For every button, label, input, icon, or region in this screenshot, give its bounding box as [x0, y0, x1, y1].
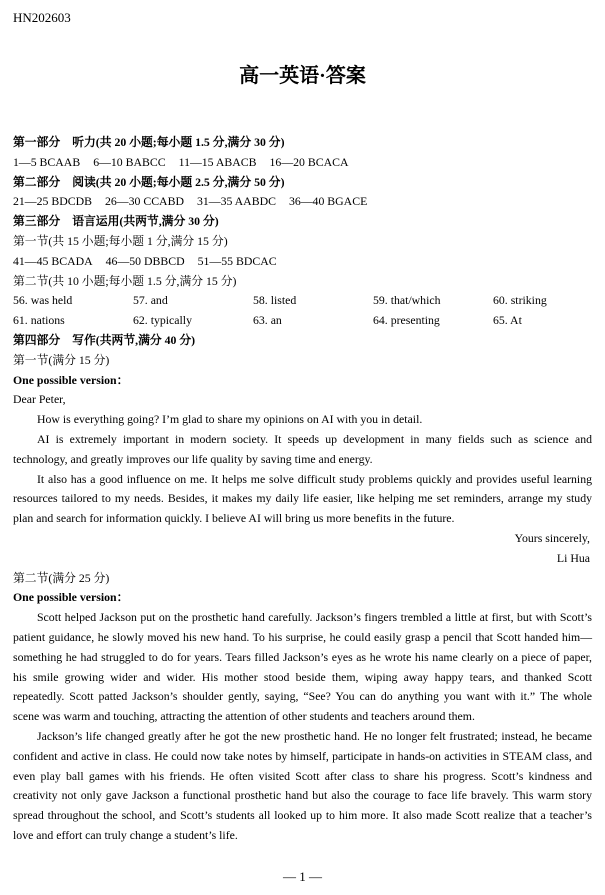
- document-code: HN202603: [13, 10, 71, 25]
- answer-group: 21—25 BDCDB: [13, 194, 92, 209]
- part-title: 听力(共 20 小题;每小题 1.5 分,满分 30 分): [72, 135, 285, 149]
- text-line: Jackson’s life changed greatly after he got the new prosthetic hand. He no longer felt frustrated; instead, he became: [37, 728, 592, 743]
- part4-heading: [13, 331, 592, 351]
- part-label: 第四部分: [13, 332, 61, 347]
- text-line: It also has a good influence on me. It helps me solve difficult study problems quickly and provides useful learning: [37, 471, 592, 486]
- answer-group: 16—20 BCACA: [269, 154, 349, 169]
- letter-paragraph: [13, 410, 592, 430]
- letter-signature: Li Hua: [556, 550, 590, 565]
- letter-salutation: Dear Peter,: [13, 392, 66, 407]
- text-line: Scott helped Jackson put on the prosthetic hand carefully. Jackson’s fingers trembled a little at first, but with Scott’s: [37, 610, 592, 625]
- answer-group: 41—45 BCADA: [13, 253, 93, 268]
- part1-heading: [13, 133, 592, 153]
- answer-item: 56. was held: [13, 293, 73, 308]
- answer-item: 58. listed: [253, 293, 297, 308]
- text-line: confident and active in class. He could now take notes by himself, participate in hands-on activities in STEAM class, and: [13, 748, 592, 763]
- story-paragraph: [13, 608, 592, 727]
- answer-item: 63. an: [253, 313, 282, 328]
- text-line: his smile growing wider and wider. His mother stood beside them, wiping away happy tears, and thanked Scott: [13, 669, 592, 684]
- part3-section1-answers: [13, 252, 592, 272]
- part3-heading: [13, 212, 592, 232]
- answer-group: 36—40 BGACE: [288, 194, 368, 209]
- text-line: resources tailored to my needs. Besides, it makes my daily life easier, like helping me set reminders, arrange my study: [13, 491, 592, 506]
- part3-section2-answers-row: [13, 291, 592, 311]
- answer-item: 62. typically: [133, 313, 192, 328]
- part2-answers: [13, 192, 592, 212]
- answer-group: 31—35 AABDC: [196, 194, 276, 209]
- part-title: 语言运用(共两节,满分 30 分): [72, 214, 219, 229]
- letter-closing: Yours sincerely,: [514, 530, 590, 545]
- version-label: One possible version：: [13, 372, 129, 387]
- version-label: One possible version：: [13, 590, 129, 605]
- part3-section1-title: 第一节(共 15 小题;每小题 1 分,满分 15 分): [13, 233, 228, 248]
- text-line: even play ball games with his friends. He often visited Scott after class to share his progress. Scott’s kindness and: [13, 768, 592, 783]
- answer-group: 46—50 DBBCD: [105, 253, 185, 268]
- part4-section1-title: 第一节(满分 15 分): [13, 352, 110, 367]
- letter-paragraph: [13, 470, 592, 529]
- part3-section2-answers-row: [13, 311, 592, 331]
- part-label: 第三部分: [13, 214, 61, 229]
- answer-item: 59. that/which: [373, 293, 441, 308]
- answer-item: 57. and: [133, 293, 168, 308]
- answer-group: 6—10 BABCC: [93, 154, 166, 169]
- text-line: AI is extremely important in modern society. It speeds up development in many fields such as science and: [37, 431, 592, 446]
- page-number: — 1 —: [283, 869, 322, 884]
- text-line: patient guidance, he slowly moved his new hand. To his surprise, he could easily grasp a pencil that Scott handed him—: [13, 629, 592, 644]
- answer-group: 26—30 CCABD: [104, 194, 184, 209]
- text-line: technology, and greatly improves our life quality by saving time and energy.: [13, 451, 373, 466]
- answer-item: 61. nations: [13, 313, 65, 328]
- text-line: plan and search for information quickly. I believe AI will bring us more benefits in the future.: [13, 511, 455, 526]
- answer-group: 51—55 BDCAC: [197, 253, 277, 268]
- part-label: 第一部分: [13, 135, 61, 149]
- text-line: something he had struggled to do for years. Tears filled Jackson’s eyes as he wrote his name clearly on a piece of paper,: [13, 649, 592, 664]
- part1-answers: [13, 153, 592, 173]
- text-line: scene was warm and touching, attracting the attention of other students and teachers around them.: [13, 709, 475, 724]
- part-title: 阅读(共 20 小题;每小题 2.5 分,满分 50 分): [72, 174, 285, 189]
- part3-section2-title: 第二节(共 10 小题;每小题 1.5 分,满分 15 分): [13, 273, 237, 288]
- text-line: How is everything going? I’m glad to share my opinions on AI with you in detail.: [37, 412, 423, 427]
- page-title: 高一英语·答案: [239, 65, 366, 87]
- answer-item: 60. striking: [493, 293, 547, 308]
- answer-group: 11—15 ABACB: [178, 154, 257, 169]
- answer-item: 64. presenting: [373, 313, 440, 328]
- answer-group: 1—5 BCAAB: [13, 154, 81, 169]
- letter-paragraph: [13, 430, 592, 470]
- part-title: 写作(共两节,满分 40 分): [72, 332, 196, 347]
- part2-heading: [13, 173, 592, 193]
- part-label: 第二部分: [13, 174, 61, 189]
- text-line: spread throughout the school, and Scott’s students all looked up to him more. It also made Scott realize that a teacher’s: [13, 808, 592, 823]
- answer-key-body: [13, 133, 592, 846]
- story-paragraph: [13, 727, 592, 846]
- text-line: love and effort can truly change a student’s life.: [13, 827, 238, 842]
- text-line: repeatedly. Scott patted Jackson’s shoulder gently, saying, “See? You can do anything you want with it.” The whole: [13, 689, 592, 704]
- text-line: creativity not only gave Jackson a functional prosthetic hand but also the courage to face life bravely. This warm story: [13, 788, 592, 803]
- answer-item: 65. At: [493, 313, 522, 328]
- part4-section2-title: 第二节(满分 25 分): [13, 570, 110, 585]
